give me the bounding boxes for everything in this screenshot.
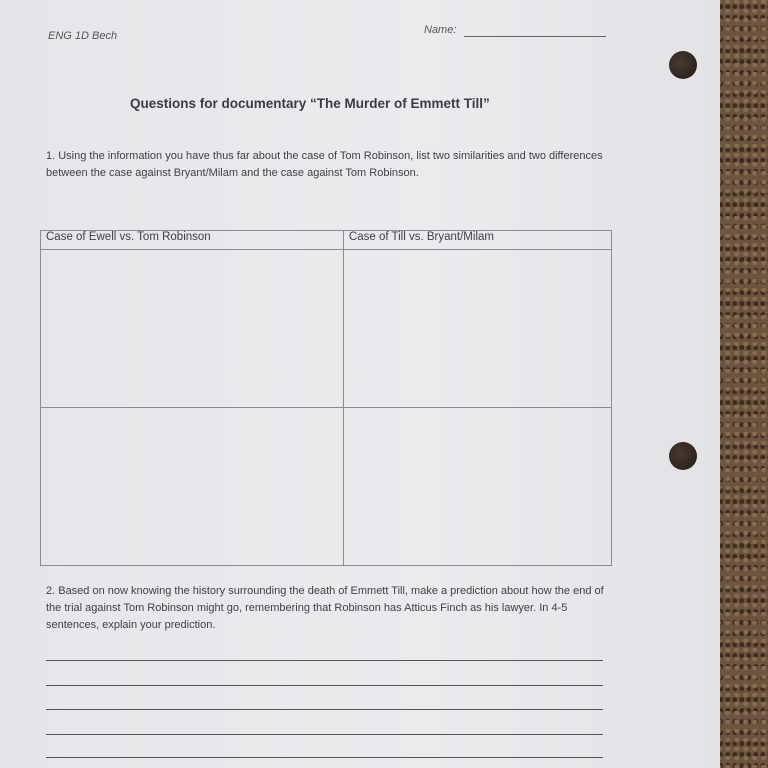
name-label: Name: [424, 24, 457, 36]
answer-cell[interactable] [41, 250, 344, 408]
question-1: 1. Using the information you have thus far about the case of Tom Robinson, list two similarities and two differences between the case against Bryant/Milam and the case against Tom Robinson. [46, 150, 603, 179]
answer-line[interactable] [46, 685, 603, 686]
worksheet-title: Questions for documentary “The Murder of Emmett Till” [130, 96, 490, 111]
answer-line[interactable] [46, 709, 603, 710]
comparison-table [40, 230, 612, 566]
table-header-ewell: Case of Ewell vs. Tom Robinson [41, 231, 344, 250]
table-header-till: Case of Till vs. Bryant/Milam [343, 231, 611, 250]
course-code: ENG 1D Bech [48, 30, 118, 42]
table-header-row [41, 231, 612, 250]
binder-hole-top [669, 51, 697, 79]
question-2: 2. Based on now knowing the history surrounding the death of Emmett Till, make a prediction about how the end of the trial against Tom Robinson might go, remembering that Robinson has Atticus Finch as his lawyer. In 4-5 sentences, explain your prediction. [46, 585, 604, 631]
table-row [41, 408, 612, 566]
answer-cell[interactable] [343, 408, 611, 566]
answer-cell[interactable] [343, 250, 611, 408]
table-row [41, 250, 612, 408]
carpet-background [716, 0, 768, 768]
answer-cell[interactable] [41, 408, 344, 566]
name-field-line[interactable] [464, 36, 606, 37]
binder-hole-bottom [669, 442, 697, 470]
answer-line[interactable] [46, 660, 603, 661]
answer-line[interactable] [46, 734, 603, 735]
answer-line[interactable] [46, 757, 603, 758]
